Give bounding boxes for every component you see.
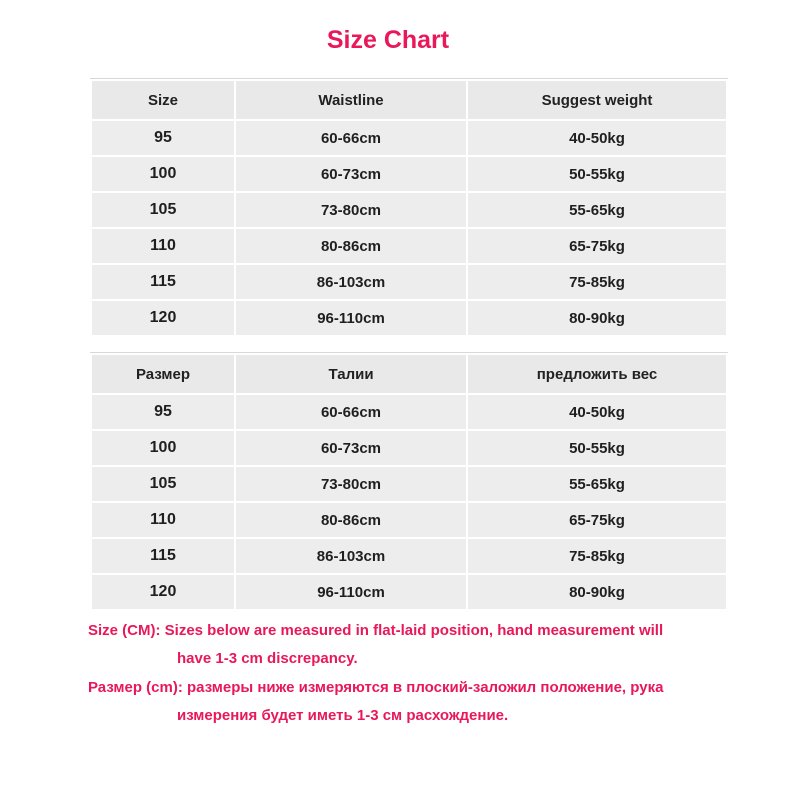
header-waistline: Талии	[236, 355, 466, 393]
table-row	[92, 575, 726, 609]
header-size: Size	[92, 81, 234, 119]
waistline-cell: 60-73cm	[236, 157, 466, 191]
measurement-note-russian	[88, 679, 663, 724]
weight-cell: 65-75kg	[468, 503, 726, 537]
size-cell: 95	[92, 395, 234, 429]
header-suggest-weight: предложить вес	[468, 355, 726, 393]
size-cell: 120	[92, 301, 234, 335]
size-cell: 95	[92, 121, 234, 155]
weight-cell: 80-90kg	[468, 575, 726, 609]
weight-cell: 75-85kg	[468, 265, 726, 299]
size-cell: 115	[92, 265, 234, 299]
table-header-row	[92, 355, 726, 393]
waistline-cell: 60-66cm	[236, 395, 466, 429]
size-table-english	[90, 78, 728, 337]
table-row	[92, 265, 726, 299]
table-row	[92, 503, 726, 537]
size-cell: 110	[92, 229, 234, 263]
table-row	[92, 301, 726, 335]
table-row	[92, 431, 726, 465]
waistline-cell: 86-103cm	[236, 265, 466, 299]
waistline-cell: 80-86cm	[236, 503, 466, 537]
header-suggest-weight: Suggest weight	[468, 81, 726, 119]
page-title: Size Chart	[326, 26, 450, 54]
waistline-cell: 73-80cm	[236, 467, 466, 501]
waistline-cell: 73-80cm	[236, 193, 466, 227]
waistline-cell: 96-110cm	[236, 301, 466, 335]
table-row	[92, 193, 726, 227]
measurement-note-english	[88, 622, 663, 667]
table-row	[92, 229, 726, 263]
waistline-cell: 86-103cm	[236, 539, 466, 573]
size-cell: 105	[92, 193, 234, 227]
table-row	[92, 121, 726, 155]
note-line: измерения будет иметь 1-3 см расхождение.	[177, 707, 509, 724]
header-waistline: Waistline	[236, 81, 466, 119]
note-line: have 1-3 cm discrepancy.	[177, 650, 358, 667]
weight-cell: 80-90kg	[468, 301, 726, 335]
table-row	[92, 539, 726, 573]
weight-cell: 50-55kg	[468, 157, 726, 191]
size-cell: 105	[92, 467, 234, 501]
note-line: Размер (cm): размеры ниже измеряются в плоский-заложил положение, рука	[88, 679, 664, 696]
table-header-row	[92, 81, 726, 119]
size-cell: 110	[92, 503, 234, 537]
note-line: Size (CM): Sizes below are measured in flat-laid position, hand measurement will	[88, 622, 664, 639]
waistline-cell: 80-86cm	[236, 229, 466, 263]
weight-cell: 50-55kg	[468, 431, 726, 465]
waistline-cell: 60-66cm	[236, 121, 466, 155]
table-row	[92, 157, 726, 191]
weight-cell: 55-65kg	[468, 467, 726, 501]
waistline-cell: 60-73cm	[236, 431, 466, 465]
size-cell: 100	[92, 157, 234, 191]
weight-cell: 40-50kg	[468, 395, 726, 429]
weight-cell: 40-50kg	[468, 121, 726, 155]
weight-cell: 65-75kg	[468, 229, 726, 263]
header-size: Размер	[92, 355, 234, 393]
size-cell: 120	[92, 575, 234, 609]
weight-cell: 55-65kg	[468, 193, 726, 227]
table-row	[92, 467, 726, 501]
weight-cell: 75-85kg	[468, 539, 726, 573]
size-table-russian	[90, 352, 728, 611]
size-cell: 115	[92, 539, 234, 573]
size-cell: 100	[92, 431, 234, 465]
waistline-cell: 96-110cm	[236, 575, 466, 609]
table-row	[92, 395, 726, 429]
